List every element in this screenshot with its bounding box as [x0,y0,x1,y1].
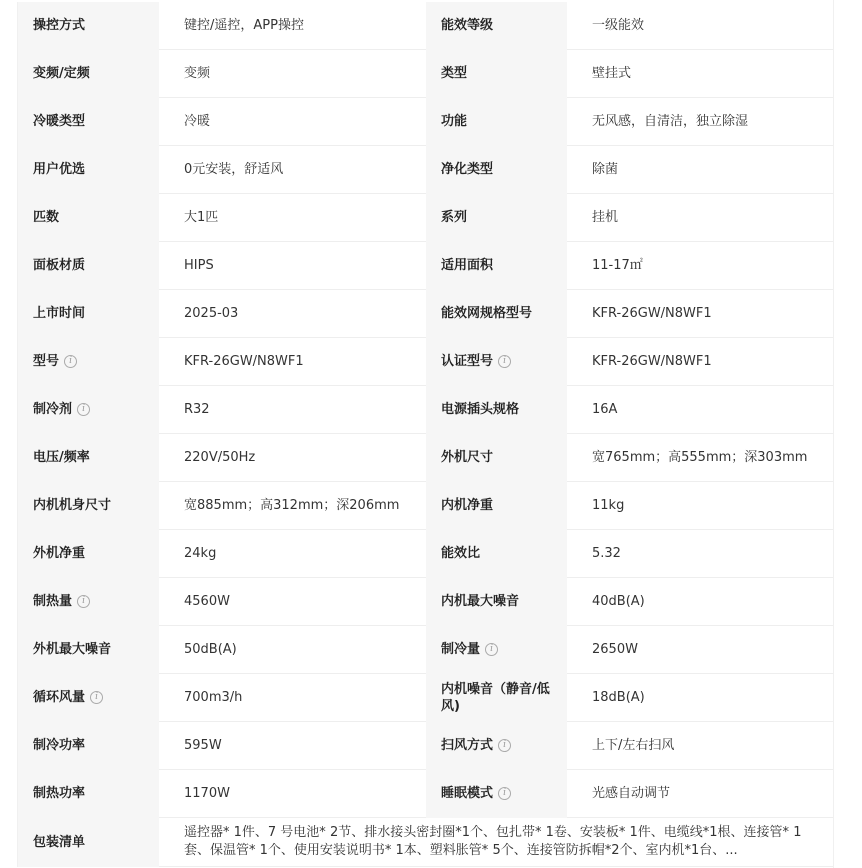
spec-row [18,242,834,290]
spec-value: 冷暖 [159,98,426,146]
spec-table [17,2,834,867]
spec-label: 外机净重 [18,530,159,578]
info-icon[interactable]: i [77,595,90,608]
spec-row [18,626,834,674]
spec-row [18,194,834,242]
info-icon[interactable]: i [498,355,511,368]
spec-value: 40dB(A) [567,578,834,626]
spec-label: 型号 i [18,338,159,386]
spec-label: 制冷功率 [18,722,159,770]
spec-value: 11kg [567,482,834,530]
spec-value: 除菌 [567,146,834,194]
info-icon[interactable]: i [77,403,90,416]
spec-row [18,50,834,98]
spec-value: 0元安装，舒适风 [159,146,426,194]
spec-row [18,482,834,530]
spec-value: 5.32 [567,530,834,578]
spec-value: 挂机 [567,194,834,242]
spec-value: 上下/左右扫风 [567,722,834,770]
spec-value: 220V/50Hz [159,434,426,482]
spec-value: HIPS [159,242,426,290]
spec-label: 面板材质 [18,242,159,290]
info-icon[interactable]: i [498,739,511,752]
spec-row [18,722,834,770]
spec-row [18,434,834,482]
spec-label: 系列 [426,194,567,242]
spec-value: 键控/遥控，APP操控 [159,2,426,50]
spec-value: 16A [567,386,834,434]
spec-label: 电压/频率 [18,434,159,482]
spec-label: 内机最大噪音 [426,578,567,626]
spec-row [18,578,834,626]
spec-label: 扫风方式 i [426,722,567,770]
spec-label: 循环风量 i [18,674,159,722]
spec-value: 2650W [567,626,834,674]
spec-label: 净化类型 [426,146,567,194]
spec-label: 上市时间 [18,290,159,338]
info-icon[interactable]: i [90,691,103,704]
spec-row [18,98,834,146]
spec-label: 制冷量 i [426,626,567,674]
spec-value: KFR-26GW/N8WF1 [159,338,426,386]
spec-value: 24kg [159,530,426,578]
spec-value: 18dB(A) [567,674,834,722]
spec-row [18,2,834,50]
spec-row [18,530,834,578]
spec-label: 能效比 [426,530,567,578]
spec-label: 用户优选 [18,146,159,194]
spec-value: 11-17㎡ [567,242,834,290]
spec-label: 类型 [426,50,567,98]
spec-row [18,146,834,194]
spec-value: 光感自动调节 [567,770,834,818]
spec-label: 内机机身尺寸 [18,482,159,530]
spec-value: 700m3/h [159,674,426,722]
info-icon[interactable]: i [498,787,511,800]
spec-value: R32 [159,386,426,434]
spec-label: 操控方式 [18,2,159,50]
spec-value: 大1匹 [159,194,426,242]
spec-row [18,338,834,386]
spec-row-package [18,818,834,867]
spec-value: 壁挂式 [567,50,834,98]
spec-label: 制热功率 [18,770,159,818]
spec-label: 内机净重 [426,482,567,530]
package-list-value: 遥控器* 1件、7 号电池* 2节、排水接头密封圈*1个、包扎带* 1卷、安装板* 1件、电缆线*1根、连接管* 1套、保温管* 1个、使用安装说明书* 1本、塑料胀管* 5个、连接管防拆帽*2个、室内机*1台、... [159,818,834,867]
spec-label: 冷暖类型 [18,98,159,146]
spec-label: 认证型号 i [426,338,567,386]
spec-label: 外机尺寸 [426,434,567,482]
spec-label: 制热量 i [18,578,159,626]
spec-label: 变频/定频 [18,50,159,98]
spec-value: KFR-26GW/N8WF1 [567,338,834,386]
spec-label: 电源插头规格 [426,386,567,434]
spec-value: 2025-03 [159,290,426,338]
spec-value: 宽765mm；高555mm；深303mm [567,434,834,482]
spec-row [18,386,834,434]
spec-label: 功能 [426,98,567,146]
spec-value: 无风感，自清洁，独立除湿 [567,98,834,146]
spec-label: 内机噪音（静音/低风) [426,674,567,722]
spec-label: 睡眠模式 i [426,770,567,818]
spec-label: 包装清单 [18,818,159,867]
info-icon[interactable]: i [485,643,498,656]
spec-label: 匹数 [18,194,159,242]
spec-value: 4560W [159,578,426,626]
spec-value: 一级能效 [567,2,834,50]
info-icon[interactable]: i [64,355,77,368]
spec-row [18,770,834,818]
divider [833,0,834,868]
spec-label: 制冷剂 i [18,386,159,434]
spec-value: 50dB(A) [159,626,426,674]
spec-value: 1170W [159,770,426,818]
spec-label: 适用面积 [426,242,567,290]
spec-label: 外机最大噪音 [18,626,159,674]
spec-label: 能效等级 [426,2,567,50]
spec-value: 变频 [159,50,426,98]
spec-label: 能效网规格型号 [426,290,567,338]
spec-value: 595W [159,722,426,770]
spec-value: KFR-26GW/N8WF1 [567,290,834,338]
spec-value: 宽885mm；高312mm；深206mm [159,482,426,530]
spec-row [18,674,834,722]
spec-row [18,290,834,338]
